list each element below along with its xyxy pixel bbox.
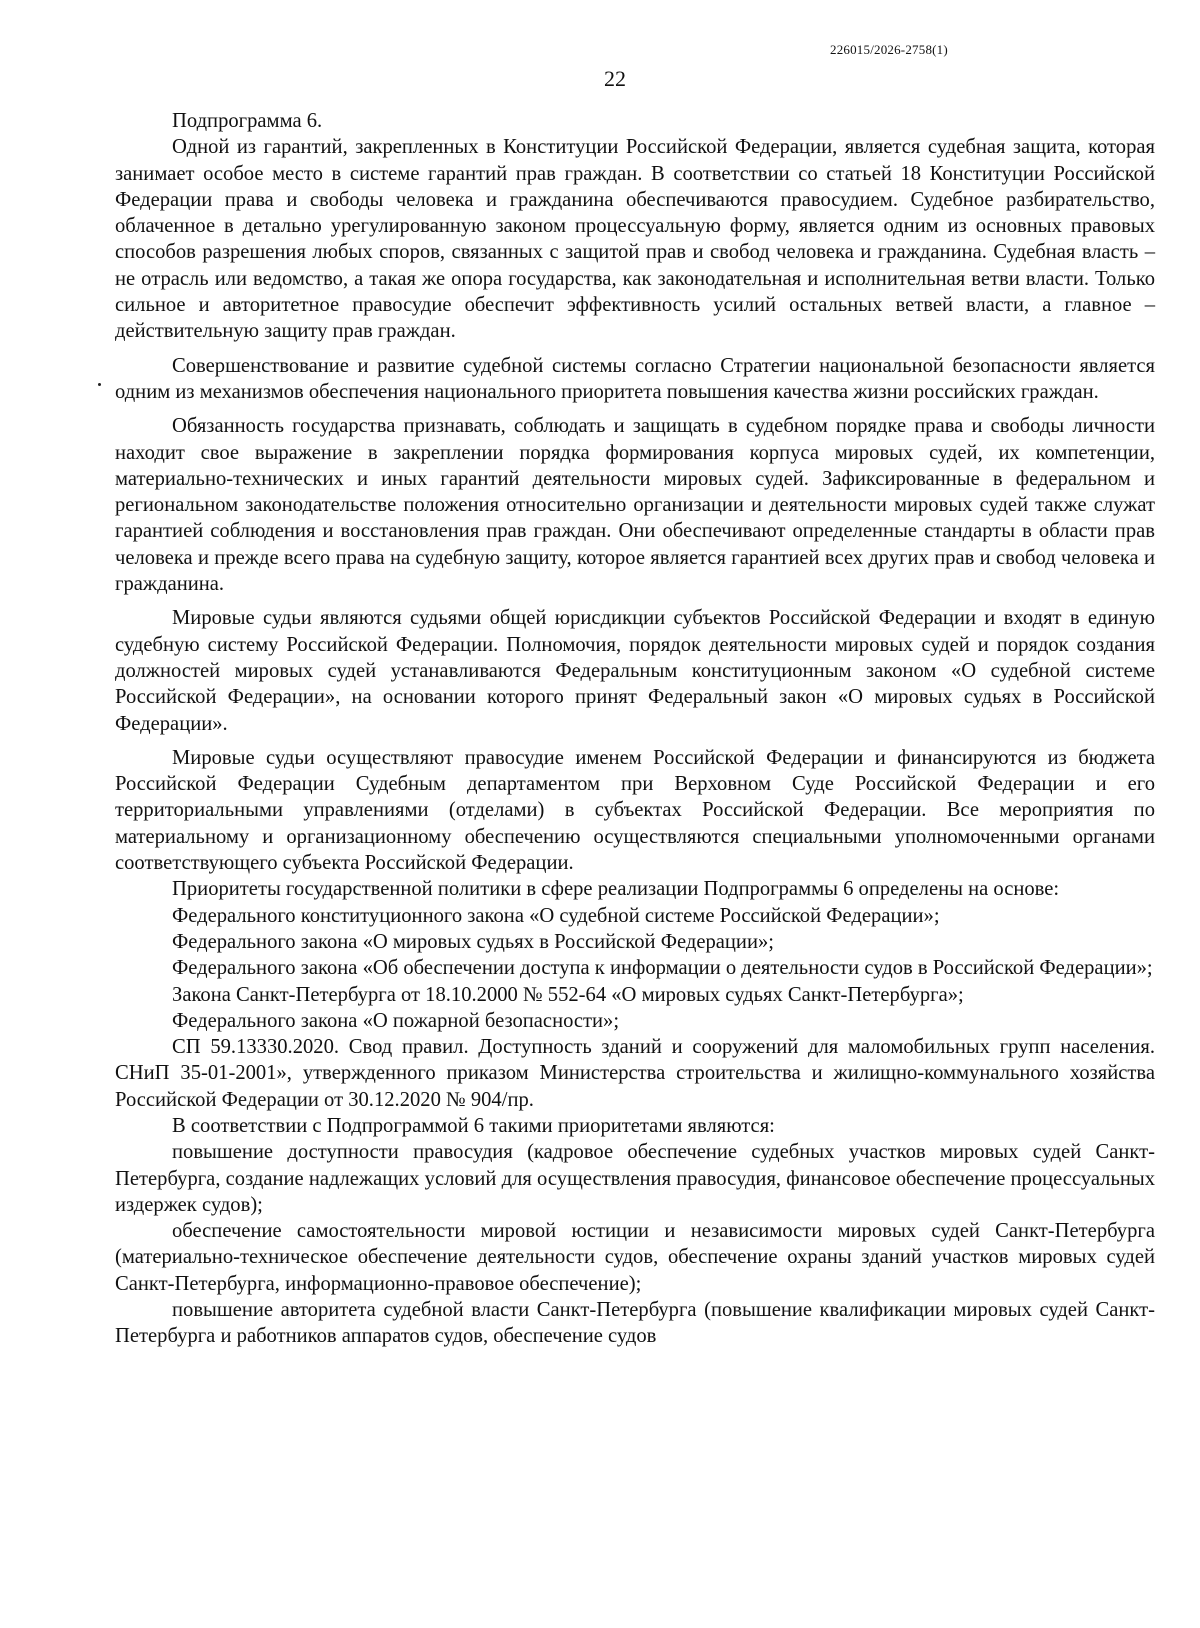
paragraph-priorities-intro: В соответствии с Подпрограммой 6 такими приоритетами являются: xyxy=(172,1114,775,1137)
list-item-law: Закона Санкт-Петербурга от 18.10.2000 № 552-64 «О мировых судьях Санкт-Петербурга»; xyxy=(172,983,964,1006)
list-item-law: СП 59.13330.2020. Свод правил. Доступность зданий и сооружений для маломобильных групп населения. СНиП 35-01-2001», утвержденного приказом Министерства строительства и жилищно-коммунального хозяйства Российской Федерации от 30.12.2020 № 904/пр. xyxy=(115,1036,1155,1111)
document-registration-number: 226015/2026-2758(1) xyxy=(830,42,948,57)
scan-speck xyxy=(98,383,101,386)
paragraph-policy-priorities-basis: Приоритеты государственной политики в сфере реализации Подпрограммы 6 определены на основе: xyxy=(172,878,1060,901)
document-body xyxy=(115,108,1155,1350)
list-item-law: Федерального закона «О пожарной безопасности»; xyxy=(172,1009,620,1032)
paragraph-judicial-system-development: Совершенствование и развитие судебной системы согласно Стратегии национальной безопасности является одним из механизмов обеспечения национального приоритета повышения качества жизни российских граждан. xyxy=(115,354,1155,403)
list-item-priority: повышение доступности правосудия (кадровое обеспечение судебных участков мировых судей Санкт-Петербурга, создание надлежащих условий для осуществления правосудия, финансовое обеспечение процессуальных издержек судов); xyxy=(115,1141,1155,1216)
list-item-priority: обеспечение самостоятельности мировой юстиции и независимости мировых судей Санкт-Петербурга (материально-техническое обеспечение деятельности судов, обеспечение охраны зданий участков мировых судей Санкт-Петербурга, информационно-правовое обеспечение); xyxy=(115,1220,1155,1295)
list-item-law: Федерального конституционного закона «О судебной системе Российской Федерации»; xyxy=(172,904,940,927)
list-item-priority: повышение авторитета судебной власти Санкт-Петербурга (повышение квалификации мировых судей Санкт-Петербурга и работников аппаратов судов, обеспечение судов xyxy=(115,1299,1155,1348)
subprogram-heading: Подпрограмма 6. xyxy=(172,110,323,132)
paragraph-state-obligation: Обязанность государства признавать, соблюдать и защищать в судебном порядке права и свободы личности находит свое выражение в закреплении порядка формирования корпуса мировых судей, их компетенции, материально-технических и иных гарантий деятельности мировых судей. Зафиксированные в федеральном и региональном законодательстве положения относительно организации и деятельности мировых судей также служат гарантией соблюдения и восстановления прав граждан. Они обеспечивают определенные стандарты в области прав человека и прежде всего права на судебную защиту, которое является гарантией всех других прав и свобод человека и гражданина. xyxy=(115,415,1155,596)
paragraph-judicial-protection: Одной из гарантий, закрепленных в Конституции Российской Федерации, является судебная защита, которая занимает особое место в системе гарантий прав граждан. В соответствии со статьей 18 Конституции Российской Федерации права и свободы человека и гражданина обеспечиваются правосудием. Судебное разбирательство, облаченное в детально урегулированную законом процессуальную форму, является одним из основных правовых способов разрешения любых споров, связанных с защитой прав и свобод человека и гражданина. Судебная власть – не отрасль или ведомство, а такая же опора государства, как законодательная и исполнительная ветви власти. Только сильное и авторитетное правосудие обеспечит эффективность усилий остальных ветвей власти, а главное – действительную защиту прав граждан. xyxy=(115,136,1155,343)
list-item-law: Федерального закона «Об обеспечении доступа к информации о деятельности судов в Российской Федерации»; xyxy=(172,957,1153,980)
paragraph-magistrates-jurisdiction: Мировые судьи являются судьями общей юрисдикции субъектов Российской Федерации и входят в единую судебную систему Российской Федерации. Полномочия, порядок деятельности мировых судей и порядок создания должностей мировых судей устанавливаются Федеральным конституционным законом «О судебной системе Российской Федерации», на основании которого принят Федеральный закон «О мировых судьях в Российской Федерации». xyxy=(115,607,1155,735)
paragraph-magistrates-financing: Мировые судьи осуществляют правосудие именем Российской Федерации и финансируются из бюджета Российской Федерации Судебным департаментом при Верховном Суде Российской Федерации и его территориальными управлениями (отделами) в субъектах Российской Федерации. Все мероприятия по материальному и организационному обеспечению осуществляются специальными уполномоченными органами соответствующего субъекта Российской Федерации. xyxy=(115,746,1155,875)
list-item-law: Федерального закона «О мировых судьях в Российской Федерации»; xyxy=(172,930,774,953)
page-number: 22 xyxy=(604,66,626,91)
